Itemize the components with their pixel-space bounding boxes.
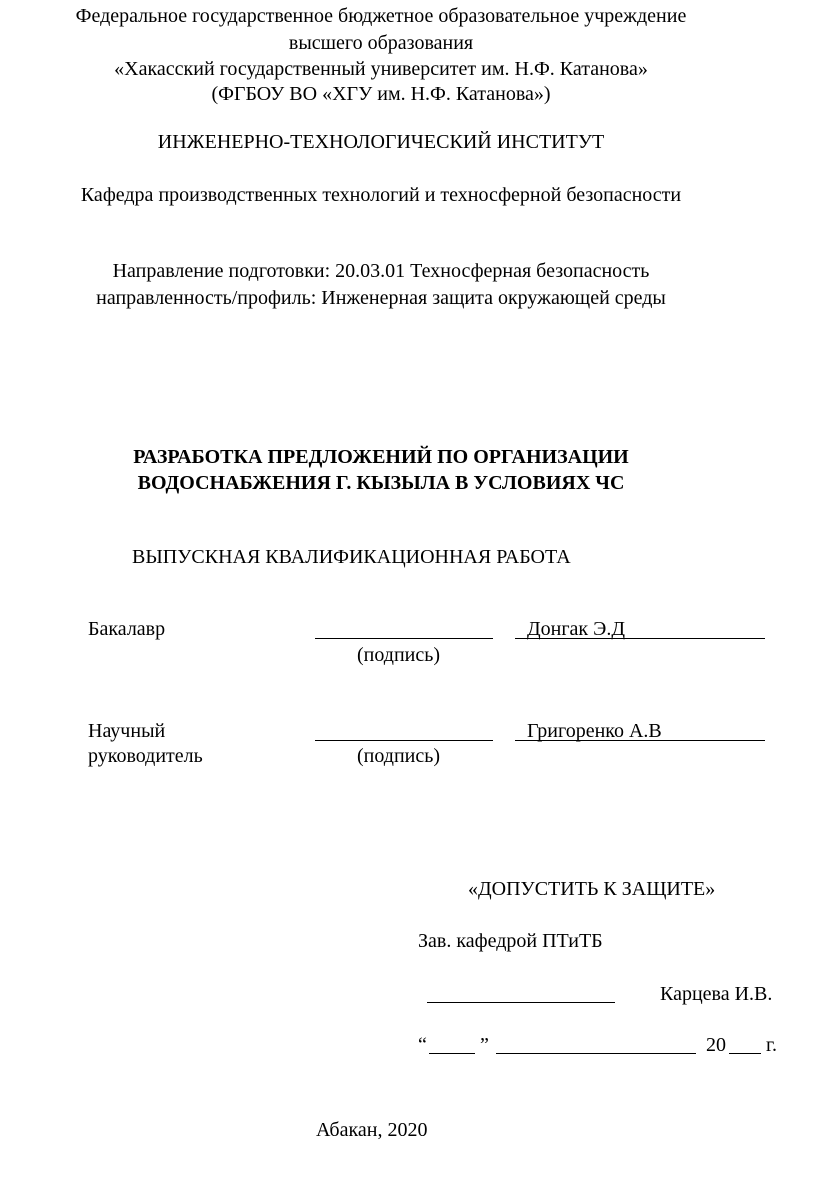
date-year-suffix: г. [766, 1034, 777, 1056]
university-header-line-4: (ФГБОУ ВО «ХГУ им. Н.Ф. Катанова») [211, 83, 551, 105]
thesis-title-line-2: ВОДОСНАБЖЕНИЯ Г. КЫЗЫЛА В УСЛОВИЯХ ЧС [137, 472, 625, 494]
bachelor-signature-caption: (подпись) [357, 644, 441, 666]
thesis-title-line-1: РАЗРАБОТКА ПРЕДЛОЖЕНИЙ ПО ОРГАНИЗАЦИИ [133, 446, 629, 468]
bachelor-signature-line [315, 638, 493, 639]
supervisor-role-line-1: Научный [88, 720, 166, 742]
university-header-line-1: Федеральное государственное бюджетное образовательное учреждение [75, 5, 687, 27]
date-quote-close: ” [480, 1034, 489, 1056]
work-type: ВЫПУСКНАЯ КВАЛИФИКАЦИОННАЯ РАБОТА [132, 546, 571, 568]
approval-title: «ДОПУСТИТЬ К ЗАЩИТЕ» [468, 878, 716, 900]
supervisor-signature-line [315, 740, 493, 741]
head-name: Карцева И.В. [660, 983, 773, 1005]
supervisor-name: Григоренко А.В [527, 720, 662, 742]
date-month-line [496, 1053, 696, 1054]
bachelor-name: Донгак Э.Д [527, 618, 625, 640]
supervisor-role-line-2: руководитель [88, 745, 203, 767]
direction-line-1: Направление подготовки: 20.03.01 Техносферная безопасность [112, 260, 650, 282]
date-day-line [429, 1053, 475, 1054]
institute-name: ИНЖЕНЕРНО-ТЕХНОЛОГИЧЕСКИЙ ИНСТИТУТ [157, 131, 605, 153]
university-header-line-2: высшего образования [288, 32, 474, 54]
approval-position: Зав. кафедрой ПТиТБ [418, 930, 603, 952]
date-year-prefix: 20 [706, 1034, 726, 1056]
direction-line-2: направленность/профиль: Инженерная защита окружающей среды [96, 287, 666, 309]
supervisor-signature-caption: (подпись) [357, 745, 441, 767]
department-name: Кафедра производственных технологий и техносферной безопасности [80, 184, 682, 206]
university-header-line-3: «Хакасский государственный университет им. Н.Ф. Катанова» [114, 58, 648, 80]
date-quote-open: “ [418, 1034, 427, 1056]
date-year-line [729, 1053, 761, 1054]
head-signature-line [427, 1002, 615, 1003]
bachelor-role: Бакалавр [88, 618, 166, 640]
city-year: Абакан, 2020 [316, 1119, 428, 1141]
